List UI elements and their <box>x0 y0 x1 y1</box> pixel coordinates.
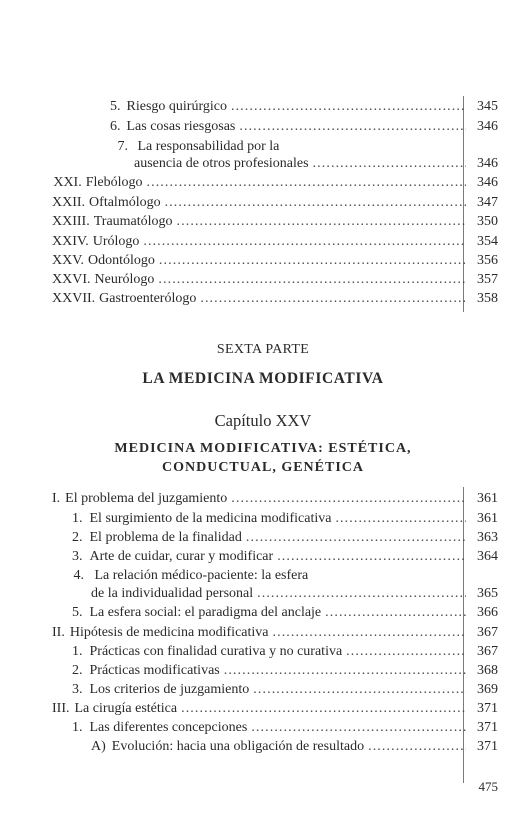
entry-page: 358 <box>477 291 498 306</box>
toc-chapter-entry <box>52 290 498 307</box>
chapter-title-line1: MEDICINA MODIFICATIVA: ESTÉTICA, <box>114 441 412 456</box>
leader-dots <box>158 271 466 288</box>
entry-title: Oftalmólogo <box>89 195 161 210</box>
entry-page: 346 <box>477 156 498 171</box>
entry-title: Las diferentes concepciones <box>89 720 248 735</box>
entry-title: Flebólogo <box>85 175 143 190</box>
entry-page: 347 <box>477 195 498 210</box>
leader-dots <box>368 738 466 755</box>
leader-dots <box>165 194 466 211</box>
entry-title: Arte de cuidar, curar y modificar <box>89 549 274 564</box>
entry-title: Odontólogo <box>88 253 155 268</box>
entry-page: 371 <box>477 701 498 716</box>
entry-page: 371 <box>477 739 498 754</box>
entry-page: 361 <box>477 491 498 506</box>
entry-number: I. <box>52 491 61 506</box>
entry-title: Evolución: hacia una obligación de resultado <box>111 739 365 754</box>
leader-dots <box>147 174 467 191</box>
leader-dots <box>200 290 466 307</box>
entry-number: III. <box>52 701 70 716</box>
toc-entry <box>72 510 498 527</box>
leader-dots <box>159 252 466 269</box>
entry-title: ausencia de otros profesionales <box>134 156 309 171</box>
leader-dots <box>253 681 466 698</box>
leader-dots <box>335 510 466 527</box>
entry-number: XXII. <box>52 195 86 210</box>
entry-number: XXI. <box>53 175 82 190</box>
leader-dots <box>273 624 467 641</box>
entry-number: 3. <box>72 682 83 697</box>
entry-page: 361 <box>477 511 498 526</box>
toc-chapter-entry <box>52 271 498 288</box>
entry-number: 1. <box>72 511 83 526</box>
toc-entry <box>72 643 498 660</box>
leader-dots <box>181 700 466 717</box>
toc-entry <box>72 529 498 546</box>
leader-dots <box>251 719 466 736</box>
entry-number: 6. <box>110 119 121 134</box>
leader-dots <box>346 643 466 660</box>
toc-entry <box>110 118 498 135</box>
entry-number: 7. <box>117 139 128 154</box>
entry-title: Riesgo quirúrgico <box>126 99 227 114</box>
entry-title: Hipótesis de medicina modificativa <box>69 625 269 640</box>
entry-title: Urólogo <box>92 234 140 249</box>
entry-title: de la individualidad personal <box>91 586 254 601</box>
toc-chapter-entry <box>52 233 498 250</box>
toc-entry <box>72 662 498 679</box>
entry-page: 368 <box>477 663 498 678</box>
page-number: 475 <box>478 779 498 794</box>
leader-dots <box>325 604 466 621</box>
leader-dots <box>277 548 466 565</box>
leader-dots <box>239 118 466 135</box>
entry-number: A) <box>91 739 106 754</box>
toc-entry <box>72 681 498 698</box>
entry-number: XXIV. <box>52 234 89 249</box>
toc-entry-continuation <box>134 155 498 172</box>
entry-title: Las cosas riesgosas <box>126 119 236 134</box>
entry-title: Prácticas modificativas <box>89 663 220 678</box>
entry-title: Prácticas con finalidad curativa y no curativa <box>89 644 343 659</box>
toc-subentry <box>91 738 498 755</box>
toc-chapter-entry <box>52 252 498 269</box>
entry-number: 5. <box>110 99 121 114</box>
toc-entry <box>72 604 498 621</box>
leader-dots <box>231 98 466 115</box>
entry-title: Traumatólogo <box>93 214 173 229</box>
entry-number: XXIII. <box>52 214 90 229</box>
leader-dots <box>257 585 466 602</box>
entry-page: 354 <box>477 234 498 249</box>
entry-page: 357 <box>477 272 498 287</box>
leader-dots <box>143 233 466 250</box>
entry-number: 3. <box>72 549 83 564</box>
entry-title: El problema del juzgamiento <box>65 491 228 506</box>
entry-page: 345 <box>477 99 498 114</box>
entry-number: 1. <box>72 720 83 735</box>
entry-number: 2. <box>72 530 83 545</box>
toc-section-entry <box>52 490 498 507</box>
entry-page: 371 <box>477 720 498 735</box>
entry-title: Neurólogo <box>94 272 155 287</box>
entry-page: 369 <box>477 682 498 697</box>
entry-number: XXV. <box>52 253 85 268</box>
entry-number: XXVII. <box>52 291 96 306</box>
toc-entry <box>72 719 498 736</box>
entry-page: 367 <box>477 644 498 659</box>
leader-dots <box>313 155 466 172</box>
toc-entry <box>72 567 308 584</box>
entry-title: Gastroenterólogo <box>99 291 197 306</box>
toc-chapter-entry <box>52 194 498 211</box>
entry-title: Los criterios de juzgamiento <box>89 682 250 697</box>
leader-dots <box>224 662 466 679</box>
toc-entry <box>110 138 279 155</box>
entry-title: La responsabilidad por la <box>137 139 280 154</box>
entry-title: El surgimiento de la medicina modificativa <box>89 511 332 526</box>
toc-entry-continuation <box>91 585 498 602</box>
entry-number: II. <box>52 625 65 640</box>
entry-title: La relación médico-paciente: la esfera <box>94 568 309 583</box>
part-label: SEXTA PARTE <box>216 342 310 357</box>
entry-number: 1. <box>72 644 83 659</box>
entry-number: XXVI. <box>52 272 91 287</box>
entry-page: 363 <box>477 530 498 545</box>
entry-page: 350 <box>477 214 498 229</box>
entry-page: 346 <box>477 175 498 190</box>
entry-number: 4. <box>73 568 84 583</box>
entry-page: 364 <box>477 549 498 564</box>
entry-title: La cirugía estética <box>74 701 178 716</box>
entry-title: El problema de la finalidad <box>89 530 242 545</box>
leader-dots <box>231 490 466 507</box>
leader-dots <box>246 529 466 546</box>
toc-chapter-entry <box>52 174 498 191</box>
entry-page: 356 <box>477 253 498 268</box>
toc-section-entry <box>52 624 498 641</box>
toc-section-entry <box>52 700 498 717</box>
entry-title: La esfera social: el paradigma del anclaje <box>89 605 322 620</box>
entry-number: 5. <box>72 605 83 620</box>
entry-page: 346 <box>477 119 498 134</box>
entry-number: 2. <box>72 663 83 678</box>
chapter-title-line2: CONDUCTUAL, GENÉTICA <box>161 460 365 475</box>
entry-page: 366 <box>477 605 498 620</box>
toc-entry <box>110 98 498 115</box>
part-title: LA MEDICINA MODIFICATIVA <box>142 370 384 387</box>
entry-page: 367 <box>477 625 498 640</box>
chapter-label: Capítulo XXV <box>214 411 312 430</box>
toc-chapter-entry <box>52 213 498 230</box>
entry-page: 365 <box>477 586 498 601</box>
leader-dots <box>177 213 466 230</box>
toc-entry <box>72 548 498 565</box>
